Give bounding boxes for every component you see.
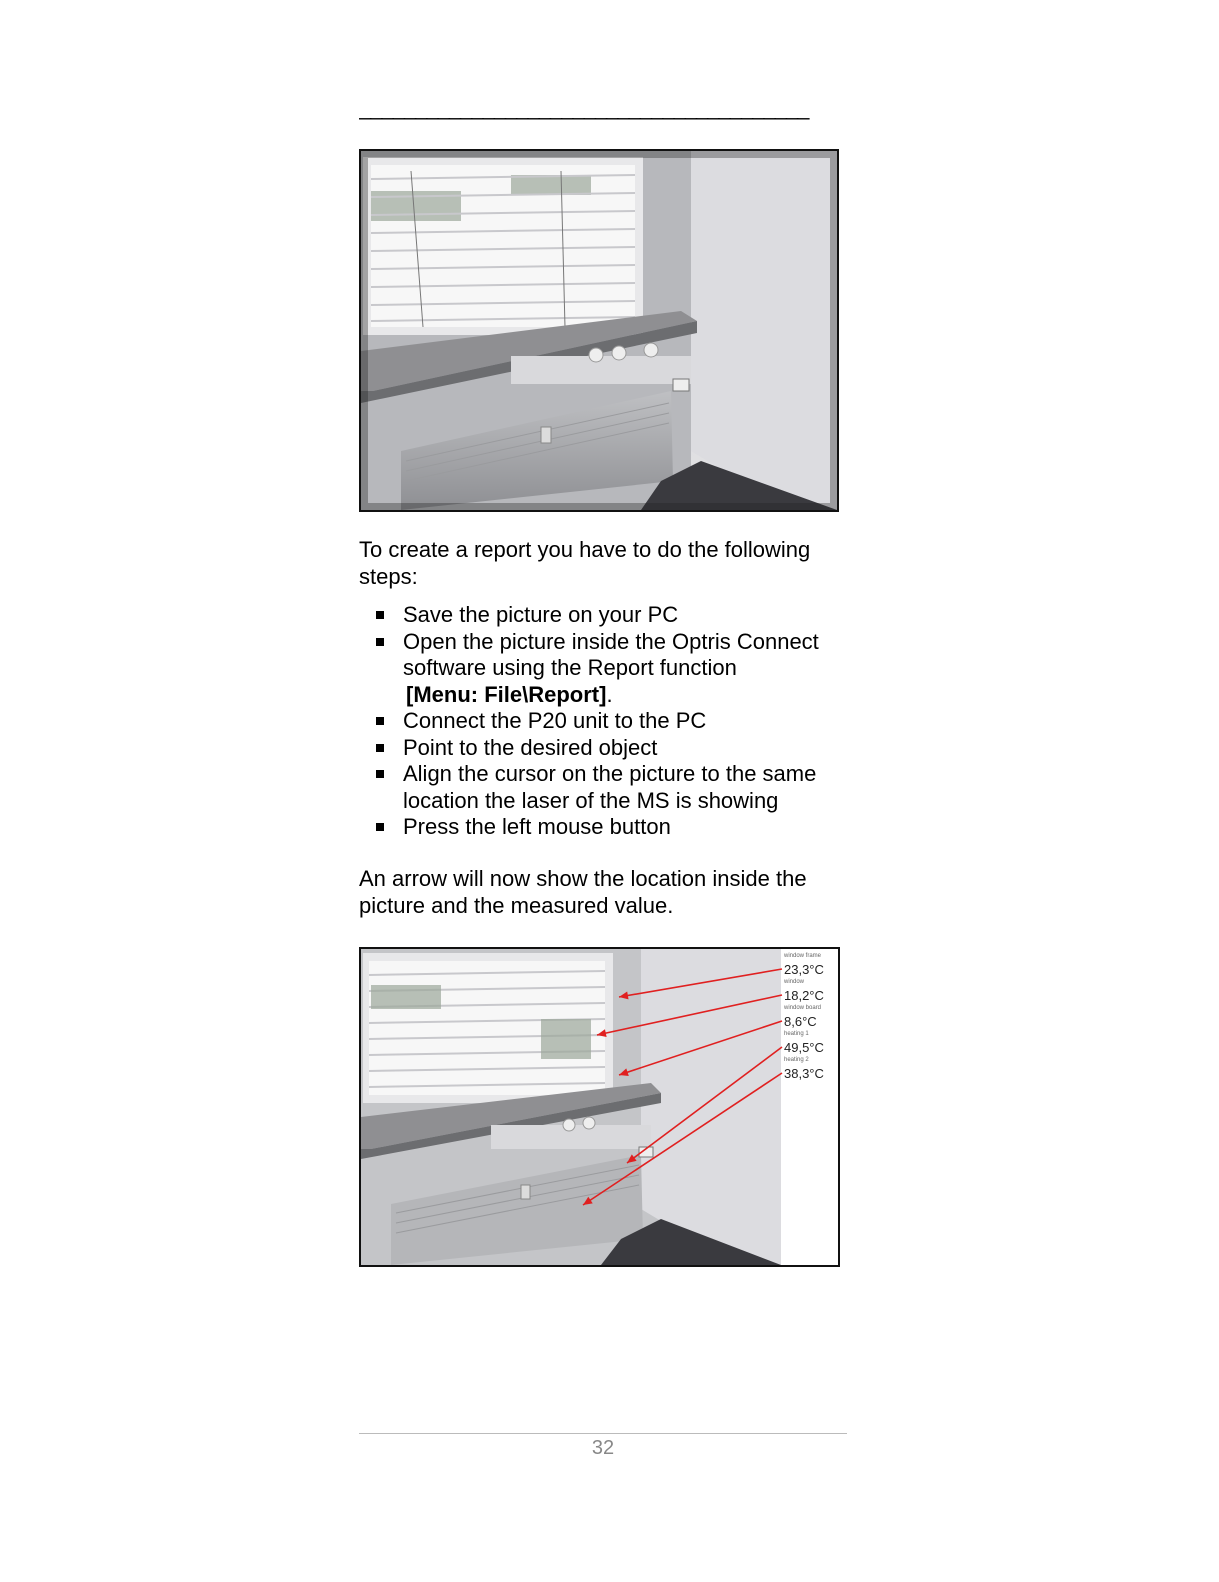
page-number: 32 [591,1437,615,1459]
list-item: Align the cursor on the picture to the same location the laser of the MS is showing [359,761,849,814]
report-photo-drawing [361,949,838,1265]
square-bullet-icon [376,770,384,778]
legend-value: 38,3°C [784,1066,824,1081]
footer-rule [359,1433,847,1434]
outro-paragraph: An arrow will now show the location inside the picture and the measured value. [359,866,807,918]
square-bullet-icon [376,823,384,831]
list-item: Press the left mouse button [359,814,849,841]
list-item: Connect the P20 unit to the PC [359,708,849,735]
report-steps-list [359,602,849,841]
intro-paragraph: To create a report you have to do the following steps: [359,537,811,589]
legend-value: 18,2°C [784,988,824,1003]
legend-label: window [784,979,805,985]
legend-value: 8,6°C [784,1014,817,1029]
list-item: Save the picture on your PC [359,602,849,629]
list-item: Open the picture inside the Optris Connect software using the Report function [Menu: File\Report]. [359,629,849,709]
square-bullet-icon [376,638,384,646]
square-bullet-icon [376,717,384,725]
legend-label: heating 1 [784,1031,809,1037]
legend-label: window board [784,1005,822,1011]
report-photo [359,947,840,1267]
legend-value: 49,5°C [784,1040,824,1055]
legend-label: heating 2 [784,1057,809,1063]
menu-path: [Menu: File\Report] [406,681,607,707]
square-bullet-icon [376,744,384,752]
window-room-photo [359,149,839,512]
square-bullet-icon [376,611,384,619]
legend-label: window frame [784,953,822,959]
list-item: Point to the desired object [359,735,849,762]
legend-value: 23,3°C [784,962,824,977]
window-photo-drawing [361,151,837,510]
header-rule: ________________________________________ [359,96,809,120]
